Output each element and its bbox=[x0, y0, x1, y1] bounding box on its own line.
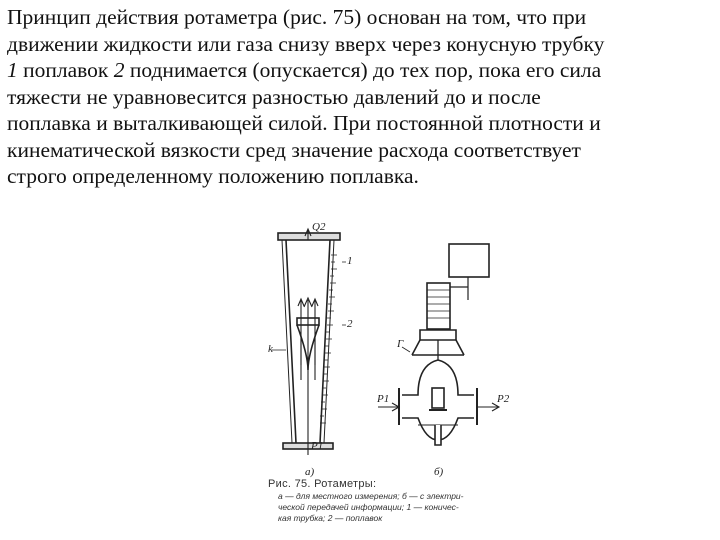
label-q2: Q2 bbox=[312, 221, 326, 233]
paragraph-line: кинематической вязкости сред значение расхода соответствует bbox=[7, 137, 581, 162]
label-k: k bbox=[268, 343, 273, 355]
label-p1-a: P1 bbox=[311, 440, 324, 452]
label-1: 1 bbox=[347, 255, 353, 267]
caption-line: кая трубка; 2 — поплавок bbox=[278, 513, 383, 523]
paragraph-text: поднимается (опускается) до тех пор, пока его сила bbox=[124, 58, 602, 82]
caption-title: Рис. 75. Ротаметры: bbox=[268, 478, 377, 490]
paragraph-line: строго определенному положению поплавка. bbox=[7, 164, 419, 188]
label-p2-b: P2 bbox=[497, 393, 510, 405]
paragraph-line: поплавка и выталкивающей силой. При постоянной плотности и bbox=[7, 111, 601, 135]
ref-number-1: 1 bbox=[7, 58, 18, 82]
caption-line: а — для местного измерения; б — с электри- bbox=[278, 491, 464, 501]
label-p1-b: P1 bbox=[377, 393, 390, 405]
paragraph-text: поплавок bbox=[17, 58, 114, 82]
caption-line: ческой передачей информации; 1 — коничес- bbox=[278, 502, 459, 512]
paragraph-line: движении жидкости или газа снизу вверх через конусную трубку bbox=[7, 31, 605, 56]
paragraph-line: тяжести не уравновесится разностью давлений до и после bbox=[7, 84, 541, 109]
label-2: 2 bbox=[347, 318, 353, 330]
figure-caption bbox=[268, 479, 528, 524]
ref-number-2: 2 bbox=[113, 58, 125, 82]
conical-tube-a bbox=[278, 233, 340, 449]
label-gamma: Г bbox=[397, 338, 404, 350]
label-a: а) bbox=[305, 466, 315, 478]
label-b: б) bbox=[434, 466, 444, 478]
paragraph-line: Принцип действия ротаметра (рис. 75) основан на том, что при bbox=[7, 5, 587, 29]
